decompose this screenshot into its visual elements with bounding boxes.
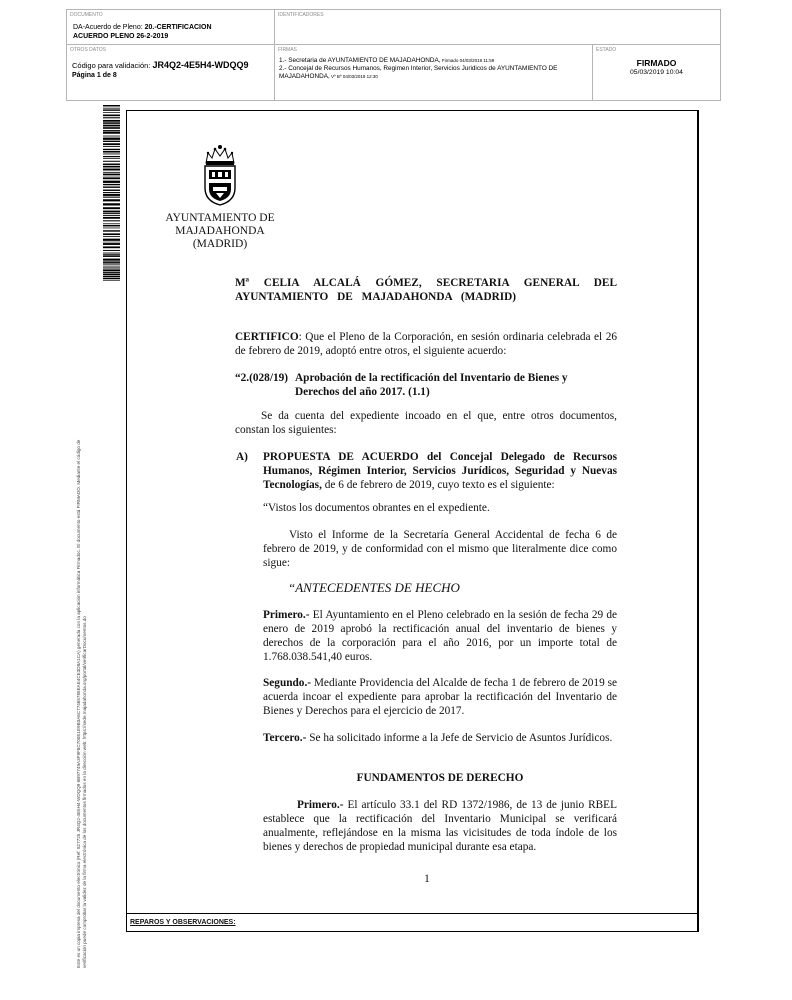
signature-1: 1.- Secretaria de AYUNTAMIENTO DE MAJADAHONDA, xyxy=(279,57,441,64)
identifiers-box xyxy=(274,9,721,45)
fundamento-primero-label: Primero.- xyxy=(297,799,344,811)
section-a-paragraph xyxy=(263,450,617,492)
vistos-paragraph: “Vistos los documentos obrantes en el expediente. xyxy=(263,502,490,514)
document-title xyxy=(73,23,212,41)
document-prefix: DA-Acuerdo de Pleno: xyxy=(73,24,145,31)
side-text-line-2: verificación puede comprobar la validez de la firma electrónica de los documentos firmados en la dirección web: https://sede.majadahonda.org/portal/verificarDocumentos.do xyxy=(82,616,88,968)
side-text-line-1: Este es un copia impresa del documento electrónico (Ref: 827725 JR4Q2-4E5H4-WDQQ9 6B97749A3F9F8C700E1E9B3A6C77465785EAE4CE3D8A1CA) generada con la aplicación informática Firmadoc. El documento está FIRMADO. Mediante el código de xyxy=(76,439,81,968)
identifiers-label: IDENTIFICADORES xyxy=(278,12,324,18)
org-name xyxy=(150,212,290,251)
certificate-heading: Mª CELIA ALCALÁ GÓMEZ, SECRETARIA GENERAL DEL AYUNTAMIENTO DE MAJADAHONDA (MADRID) xyxy=(235,277,617,303)
intro-paragraph: Se da cuenta del expediente incoado en el que, entre otros documentos, constan los siguientes: xyxy=(235,410,617,436)
page-count: Página 1 de 8 xyxy=(72,72,117,79)
signatures-label: FIRMAS xyxy=(278,47,297,53)
signature-2-cont: MAJADAHONDA, xyxy=(279,73,330,80)
other-data-label: OTROS DATOS xyxy=(70,47,106,53)
org-line-2: MAJADAHONDA xyxy=(175,225,265,237)
signature-2: 2.- Concejal de Recursos Humanos, Regimen Interior, Servicios Juridicos de AYUNTAMIENTO DE xyxy=(279,65,558,72)
tercero-paragraph xyxy=(263,731,617,745)
signature-2-date: Vº Bº 04/03/2019 12:30 xyxy=(329,74,378,79)
agenda-item-title-1: Aprobación de la rectificación del Inventario de Bienes y xyxy=(295,372,568,384)
antecedentes-heading: “ANTECEDENTES DE HECHO xyxy=(288,580,460,595)
document-title-bold: 20.-CERTIFICACION xyxy=(144,24,212,31)
other-data-box xyxy=(66,44,275,101)
segundo-paragraph xyxy=(263,676,617,718)
primero-paragraph xyxy=(263,608,617,664)
signatures-box xyxy=(274,44,593,101)
agenda-item-title-2: Derechos del año 2017. (1.1) xyxy=(295,386,430,398)
segundo-label: Segundo.- xyxy=(263,677,312,689)
org-line-3: (MADRID) xyxy=(192,238,248,250)
certifico-label: CERTIFICO xyxy=(235,331,299,343)
fundamento-primero-paragraph xyxy=(263,798,617,854)
signature-1-date: Firmado 04/03/2019 11:59 xyxy=(440,58,495,63)
primero-text: El Ayuntamiento en el Pleno celebrado en la sesión de fecha 29 de enero de 2019 aprobó la rectificación anual del inventario de bienes y derechos de la corporación para el año 2016, por un importe total de 1.768.038.541,40 euros. xyxy=(263,609,617,663)
tercero-text: Se ha solicitado informe a la Jefe de Servicio de Asuntos Jurídicos. xyxy=(306,732,613,744)
page-number: 1 xyxy=(424,873,430,885)
certifico-paragraph xyxy=(235,330,617,358)
fundamento-primero-text: El artículo 33.1 del RD 1372/1986, de 13 de junio RBEL establece que la rectificación del Inventario Municipal se verificará anualmente, reflejándose en la misma las vicisitudes de toda índole de los bienes y derechos de propiedad municipal durante esa etapa. xyxy=(263,799,617,853)
section-a-text: de 6 de febrero de 2019, cuyo texto es el siguiente: xyxy=(321,479,555,491)
observations-label: REPAROS Y OBSERVACIONES: xyxy=(130,919,236,926)
status-badge: FIRMADO xyxy=(636,58,677,68)
status-label: ESTADO xyxy=(596,47,617,53)
section-a-letter: A) xyxy=(236,451,248,463)
document-label: DOCUMENTO xyxy=(70,12,103,18)
informe-paragraph: Visto el Informe de la Secretaría General Accidental de fecha 6 de febrero de 2019, y de conformidad con el mismo que literalmente dice como sigue: xyxy=(263,529,617,569)
fundamentos-heading: FUNDAMENTOS DE DERECHO xyxy=(356,772,524,784)
validation-code-line xyxy=(72,61,249,70)
document-subtitle: ACUERDO PLENO 26-2-2019 xyxy=(73,33,169,40)
tercero-label: Tercero.- xyxy=(263,732,307,744)
section-a-bold: PROPUESTA DE ACUERDO del Concejal Delegado de Recursos Humanos, Régimen Interior, Servicios Jurídicos, Seguridad y Nuevas Tecnologías, xyxy=(263,451,617,491)
status-date: 05/03/2019 10:04 xyxy=(630,69,683,76)
validation-code[interactable]: JR4Q2-4E5H4-WDQQ9 xyxy=(152,60,249,70)
status-box xyxy=(592,44,721,101)
document-box xyxy=(66,9,275,45)
barcode xyxy=(103,105,120,282)
signatures-list xyxy=(279,57,557,81)
agenda-item-number: “2.(028/19) xyxy=(235,372,289,384)
municipal-crest-icon xyxy=(200,143,240,206)
observations-bar xyxy=(126,913,699,932)
org-line-1: AYUNTAMIENTO DE xyxy=(165,212,275,224)
primero-label: Primero.- xyxy=(263,609,310,621)
side-verification-text xyxy=(76,308,88,968)
agenda-item xyxy=(235,371,617,399)
certifico-text: : Que el Pleno de la Corporación, en sesión ordinaria celebrada el 26 de febrero de 2019, adoptó entre otros, el siguiente acuerdo: xyxy=(235,331,617,357)
validation-code-label: Código para validación: xyxy=(72,61,153,70)
segundo-text: Mediante Providencia del Alcalde de fecha 1 de febrero de 2019 se acuerda incoar el expediente para aprobar la rectificación del Inventario de Bienes y Derechos para el ejercicio de 2017. xyxy=(263,677,617,717)
